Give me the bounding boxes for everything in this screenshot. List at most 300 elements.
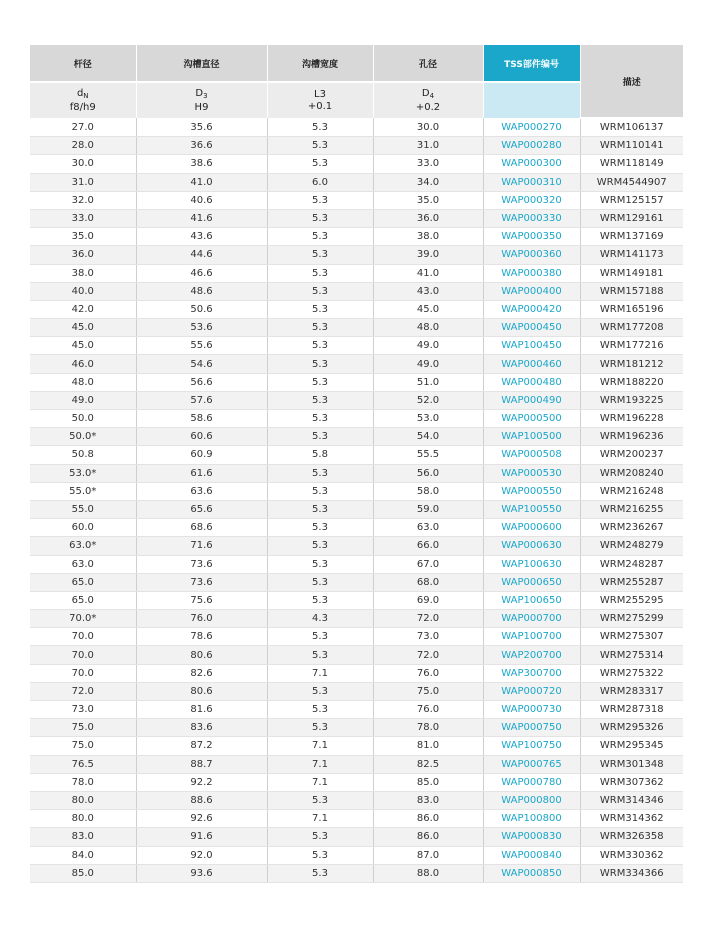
- cell-part-number[interactable]: WAP000450: [483, 319, 580, 337]
- cell-description: WRM334366: [580, 864, 683, 882]
- cell-description: WRM177216: [580, 337, 683, 355]
- table-row: [30, 719, 683, 737]
- cell-bore-diameter: 87.0: [373, 846, 483, 864]
- cell-groove-width: 5.3: [267, 191, 373, 209]
- cell-description: WRM287318: [580, 701, 683, 719]
- cell-rod-diameter: 70.0: [30, 664, 136, 682]
- cell-groove-width: 5.3: [267, 591, 373, 609]
- cell-groove-diameter: 40.6: [136, 191, 267, 209]
- cell-groove-width: 5.3: [267, 464, 373, 482]
- table-row: [30, 773, 683, 791]
- cell-groove-width: 5.3: [267, 701, 373, 719]
- cell-groove-width: 5.3: [267, 282, 373, 300]
- cell-description: WRM330362: [580, 846, 683, 864]
- cell-rod-diameter: 42.0: [30, 300, 136, 318]
- table-row: [30, 428, 683, 446]
- cell-part-number[interactable]: WAP000720: [483, 682, 580, 700]
- cell-rod-diameter: 27.0: [30, 118, 136, 137]
- cell-bore-diameter: 78.0: [373, 719, 483, 737]
- cell-groove-width: 5.3: [267, 428, 373, 446]
- header-bore-diameter: 孔径: [373, 45, 483, 82]
- cell-part-number[interactable]: WAP100750: [483, 737, 580, 755]
- cell-groove-diameter: 80.6: [136, 682, 267, 700]
- symbol-dn: $d_N$: [76, 87, 89, 100]
- table-row: [30, 591, 683, 609]
- cell-description: WRM129161: [580, 209, 683, 227]
- header-groove-width: 沟槽宽度: [267, 45, 373, 82]
- cell-groove-width: 5.3: [267, 555, 373, 573]
- cell-part-number[interactable]: WAP000700: [483, 610, 580, 628]
- cell-groove-diameter: 50.6: [136, 300, 267, 318]
- cell-part-number[interactable]: WAP100630: [483, 555, 580, 573]
- cell-groove-diameter: 53.6: [136, 319, 267, 337]
- cell-bore-diameter: 73.0: [373, 628, 483, 646]
- cell-rod-diameter: 65.0: [30, 591, 136, 609]
- cell-description: WRM149181: [580, 264, 683, 282]
- cell-groove-width: 5.3: [267, 355, 373, 373]
- cell-description: WRM177208: [580, 319, 683, 337]
- cell-rod-diameter: 83.0: [30, 828, 136, 846]
- cell-bore-diameter: 59.0: [373, 500, 483, 518]
- cell-bore-diameter: 69.0: [373, 591, 483, 609]
- cell-groove-diameter: 61.6: [136, 464, 267, 482]
- table-row: [30, 500, 683, 518]
- table-row: [30, 446, 683, 464]
- table-row: [30, 755, 683, 773]
- table-row: [30, 555, 683, 573]
- cell-description: WRM314362: [580, 810, 683, 828]
- cell-part-number[interactable]: WAP100700: [483, 628, 580, 646]
- cell-rod-diameter: 49.0: [30, 391, 136, 409]
- cell-groove-width: 6.0: [267, 173, 373, 191]
- cell-rod-diameter: 50.0*: [30, 428, 136, 446]
- cell-part-number[interactable]: WAP300700: [483, 664, 580, 682]
- table-row: [30, 628, 683, 646]
- cell-bore-diameter: 30.0: [373, 118, 483, 137]
- header-row: [30, 45, 683, 82]
- cell-groove-width: 5.3: [267, 228, 373, 246]
- cell-part-number[interactable]: WAP000360: [483, 246, 580, 264]
- cell-groove-diameter: 81.6: [136, 701, 267, 719]
- subheader-rod-diameter: [30, 82, 136, 118]
- cell-rod-diameter: 36.0: [30, 246, 136, 264]
- table-row: [30, 391, 683, 409]
- cell-bore-diameter: 82.5: [373, 755, 483, 773]
- cell-rod-diameter: 60.0: [30, 519, 136, 537]
- subheader-groove-width: [267, 82, 373, 118]
- table-row: [30, 791, 683, 809]
- cell-part-number[interactable]: WAP000780: [483, 773, 580, 791]
- cell-groove-width: 5.3: [267, 719, 373, 737]
- table-row: [30, 246, 683, 264]
- header-tss-part-number: TSS部件编号: [483, 45, 580, 82]
- cell-description: WRM255287: [580, 573, 683, 591]
- cell-bore-diameter: 36.0: [373, 209, 483, 227]
- table-row: [30, 464, 683, 482]
- cell-groove-width: 5.3: [267, 319, 373, 337]
- table-header: [30, 45, 683, 118]
- cell-rod-diameter: 63.0: [30, 555, 136, 573]
- cell-rod-diameter: 46.0: [30, 355, 136, 373]
- cell-rod-diameter: 35.0: [30, 228, 136, 246]
- cell-groove-diameter: 60.6: [136, 428, 267, 446]
- subheader-groove-diameter: [136, 82, 267, 118]
- cell-groove-diameter: 36.6: [136, 137, 267, 155]
- cell-rod-diameter: 38.0: [30, 264, 136, 282]
- cell-rod-diameter: 53.0*: [30, 464, 136, 482]
- cell-groove-diameter: 41.0: [136, 173, 267, 191]
- cell-rod-diameter: 28.0: [30, 137, 136, 155]
- cell-part-number[interactable]: WAP000300: [483, 155, 580, 173]
- cell-groove-diameter: 87.2: [136, 737, 267, 755]
- cell-description: WRM275314: [580, 646, 683, 664]
- cell-bore-diameter: 86.0: [373, 810, 483, 828]
- cell-groove-diameter: 71.6: [136, 537, 267, 555]
- cell-description: WRM248287: [580, 555, 683, 573]
- cell-part-number[interactable]: WAP000650: [483, 573, 580, 591]
- subheader-bore-diameter: [373, 82, 483, 118]
- cell-description: WRM314346: [580, 791, 683, 809]
- cell-part-number[interactable]: WAP200700: [483, 646, 580, 664]
- cell-groove-diameter: 76.0: [136, 610, 267, 628]
- cell-groove-width: 5.3: [267, 828, 373, 846]
- cell-groove-diameter: 55.6: [136, 337, 267, 355]
- cell-groove-width: 5.3: [267, 482, 373, 500]
- table-row: [30, 282, 683, 300]
- table-row: [30, 118, 683, 137]
- cell-part-number[interactable]: WAP000508: [483, 446, 580, 464]
- table-row: [30, 519, 683, 537]
- cell-bore-diameter: 81.0: [373, 737, 483, 755]
- cell-part-number[interactable]: WAP000320: [483, 191, 580, 209]
- cell-description: WRM307362: [580, 773, 683, 791]
- cell-bore-diameter: 34.0: [373, 173, 483, 191]
- cell-groove-diameter: 80.6: [136, 646, 267, 664]
- cell-rod-diameter: 33.0: [30, 209, 136, 227]
- cell-description: WRM106137: [580, 118, 683, 137]
- cell-description: WRM275322: [580, 664, 683, 682]
- header-description: 描述: [580, 45, 683, 118]
- cell-rod-diameter: 80.0: [30, 791, 136, 809]
- cell-groove-width: 5.3: [267, 209, 373, 227]
- cell-bore-diameter: 52.0: [373, 391, 483, 409]
- cell-groove-diameter: 78.6: [136, 628, 267, 646]
- cell-part-number[interactable]: WAP100800: [483, 810, 580, 828]
- cell-bore-diameter: 76.0: [373, 664, 483, 682]
- cell-groove-width: 7.1: [267, 737, 373, 755]
- cell-description: WRM275299: [580, 610, 683, 628]
- cell-part-number[interactable]: WAP000765: [483, 755, 580, 773]
- cell-bore-diameter: 58.0: [373, 482, 483, 500]
- cell-groove-diameter: 92.0: [136, 846, 267, 864]
- cell-groove-diameter: 73.6: [136, 555, 267, 573]
- cell-description: WRM110141: [580, 137, 683, 155]
- cell-description: WRM255295: [580, 591, 683, 609]
- table-row: [30, 228, 683, 246]
- cell-groove-width: 5.3: [267, 646, 373, 664]
- cell-rod-diameter: 73.0: [30, 701, 136, 719]
- symbol-d3: $D_3$: [195, 87, 208, 100]
- cell-groove-diameter: 44.6: [136, 246, 267, 264]
- cell-groove-diameter: 38.6: [136, 155, 267, 173]
- cell-part-number[interactable]: WAP000460: [483, 355, 580, 373]
- table-row: [30, 864, 683, 882]
- cell-part-number[interactable]: WAP100650: [483, 591, 580, 609]
- table-row: [30, 373, 683, 391]
- cell-groove-width: 5.3: [267, 137, 373, 155]
- cell-groove-width: 5.3: [267, 500, 373, 518]
- cell-description: WRM188220: [580, 373, 683, 391]
- cell-rod-diameter: 55.0*: [30, 482, 136, 500]
- cell-part-number[interactable]: WAP000270: [483, 118, 580, 137]
- cell-groove-diameter: 92.6: [136, 810, 267, 828]
- cell-description: WRM118149: [580, 155, 683, 173]
- cell-part-number[interactable]: WAP000280: [483, 137, 580, 155]
- table-row: [30, 810, 683, 828]
- table-row: [30, 828, 683, 846]
- cell-rod-diameter: 65.0: [30, 573, 136, 591]
- cell-rod-diameter: 70.0*: [30, 610, 136, 628]
- cell-groove-diameter: 58.6: [136, 410, 267, 428]
- cell-description: WRM181212: [580, 355, 683, 373]
- tolerance-plus-0-2: +0.2: [415, 101, 441, 113]
- cell-groove-diameter: 92.2: [136, 773, 267, 791]
- cell-part-number[interactable]: WAP000840: [483, 846, 580, 864]
- cell-groove-diameter: 43.6: [136, 228, 267, 246]
- cell-bore-diameter: 48.0: [373, 319, 483, 337]
- table-body: [30, 118, 683, 882]
- cell-description: WRM275307: [580, 628, 683, 646]
- table-row: [30, 300, 683, 318]
- cell-description: WRM196236: [580, 428, 683, 446]
- cell-description: WRM295345: [580, 737, 683, 755]
- cell-groove-width: 5.3: [267, 300, 373, 318]
- cell-groove-diameter: 75.6: [136, 591, 267, 609]
- cell-groove-diameter: 88.7: [136, 755, 267, 773]
- cell-groove-width: 5.3: [267, 519, 373, 537]
- cell-rod-diameter: 30.0: [30, 155, 136, 173]
- tolerance-plus-0-1: +0.1: [307, 100, 333, 112]
- cell-groove-width: 5.3: [267, 846, 373, 864]
- cell-bore-diameter: 38.0: [373, 228, 483, 246]
- table-row: [30, 355, 683, 373]
- cell-part-number[interactable]: WAP000350: [483, 228, 580, 246]
- cell-part-number[interactable]: WAP000630: [483, 537, 580, 555]
- cell-part-number[interactable]: WAP000480: [483, 373, 580, 391]
- cell-description: WRM137169: [580, 228, 683, 246]
- cell-bore-diameter: 53.0: [373, 410, 483, 428]
- table-row: [30, 610, 683, 628]
- cell-rod-diameter: 80.0: [30, 810, 136, 828]
- cell-bore-diameter: 45.0: [373, 300, 483, 318]
- cell-rod-diameter: 48.0: [30, 373, 136, 391]
- cell-bore-diameter: 86.0: [373, 828, 483, 846]
- table-row: [30, 682, 683, 700]
- cell-bore-diameter: 54.0: [373, 428, 483, 446]
- cell-groove-width: 5.3: [267, 264, 373, 282]
- cell-part-number[interactable]: WAP000420: [483, 300, 580, 318]
- cell-description: WRM216255: [580, 500, 683, 518]
- cell-groove-width: 5.3: [267, 628, 373, 646]
- cell-bore-diameter: 75.0: [373, 682, 483, 700]
- cell-groove-diameter: 46.6: [136, 264, 267, 282]
- cell-rod-diameter: 75.0: [30, 737, 136, 755]
- cell-rod-diameter: 63.0*: [30, 537, 136, 555]
- cell-part-number[interactable]: WAP100550: [483, 500, 580, 518]
- cell-bore-diameter: 31.0: [373, 137, 483, 155]
- cell-groove-width: 5.3: [267, 373, 373, 391]
- table-row: [30, 482, 683, 500]
- cell-rod-diameter: 31.0: [30, 173, 136, 191]
- table-row: [30, 155, 683, 173]
- cell-rod-diameter: 55.0: [30, 500, 136, 518]
- table-row: [30, 537, 683, 555]
- cell-bore-diameter: 33.0: [373, 155, 483, 173]
- cell-part-number[interactable]: WAP000850: [483, 864, 580, 882]
- cell-groove-diameter: 83.6: [136, 719, 267, 737]
- cell-bore-diameter: 68.0: [373, 573, 483, 591]
- cell-groove-width: 5.3: [267, 155, 373, 173]
- cell-part-number[interactable]: WAP000500: [483, 410, 580, 428]
- cell-groove-width: 5.3: [267, 573, 373, 591]
- cell-groove-width: 5.3: [267, 537, 373, 555]
- cell-bore-diameter: 43.0: [373, 282, 483, 300]
- table-row: [30, 173, 683, 191]
- cell-description: WRM283317: [580, 682, 683, 700]
- cell-groove-width: 5.3: [267, 682, 373, 700]
- cell-groove-diameter: 60.9: [136, 446, 267, 464]
- cell-bore-diameter: 35.0: [373, 191, 483, 209]
- header-groove-diameter: 沟槽直径: [136, 45, 267, 82]
- cell-part-number[interactable]: WAP000550: [483, 482, 580, 500]
- cell-description: WRM165196: [580, 300, 683, 318]
- cell-part-number[interactable]: WAP000600: [483, 519, 580, 537]
- cell-rod-diameter: 45.0: [30, 319, 136, 337]
- cell-groove-diameter: 41.6: [136, 209, 267, 227]
- cell-groove-width: 5.3: [267, 337, 373, 355]
- table-row: [30, 573, 683, 591]
- cell-bore-diameter: 51.0: [373, 373, 483, 391]
- cell-rod-diameter: 84.0: [30, 846, 136, 864]
- cell-part-number[interactable]: WAP000380: [483, 264, 580, 282]
- cell-bore-diameter: 72.0: [373, 610, 483, 628]
- cell-groove-width: 5.3: [267, 391, 373, 409]
- cell-part-number[interactable]: WAP100450: [483, 337, 580, 355]
- table-row: [30, 410, 683, 428]
- cell-bore-diameter: 56.0: [373, 464, 483, 482]
- cell-part-number[interactable]: WAP100500: [483, 428, 580, 446]
- cell-part-number[interactable]: WAP000530: [483, 464, 580, 482]
- table-row: [30, 137, 683, 155]
- cell-bore-diameter: 85.0: [373, 773, 483, 791]
- cell-bore-diameter: 76.0: [373, 701, 483, 719]
- header-rod-diameter: 杆径: [30, 45, 136, 82]
- cell-groove-width: 5.3: [267, 864, 373, 882]
- cell-rod-diameter: 72.0: [30, 682, 136, 700]
- table-row: [30, 664, 683, 682]
- cell-bore-diameter: 49.0: [373, 337, 483, 355]
- tolerance-f8h9: f8/h9: [69, 101, 96, 113]
- cell-description: WRM326358: [580, 828, 683, 846]
- cell-groove-width: 5.3: [267, 246, 373, 264]
- cell-groove-diameter: 54.6: [136, 355, 267, 373]
- cell-bore-diameter: 49.0: [373, 355, 483, 373]
- cell-groove-diameter: 82.6: [136, 664, 267, 682]
- cell-groove-width: 7.1: [267, 773, 373, 791]
- cell-description: WRM196228: [580, 410, 683, 428]
- cell-rod-diameter: 75.0: [30, 719, 136, 737]
- cell-groove-diameter: 35.6: [136, 118, 267, 137]
- table-row: [30, 264, 683, 282]
- cell-groove-width: 7.1: [267, 664, 373, 682]
- cell-bore-diameter: 66.0: [373, 537, 483, 555]
- cell-description: WRM295326: [580, 719, 683, 737]
- cell-rod-diameter: 45.0: [30, 337, 136, 355]
- table-row: [30, 337, 683, 355]
- cell-part-number[interactable]: WAP000830: [483, 828, 580, 846]
- cell-bore-diameter: 67.0: [373, 555, 483, 573]
- cell-groove-width: 4.3: [267, 610, 373, 628]
- cell-bore-diameter: 88.0: [373, 864, 483, 882]
- cell-part-number[interactable]: WAP000800: [483, 791, 580, 809]
- cell-rod-diameter: 76.5: [30, 755, 136, 773]
- cell-rod-diameter: 78.0: [30, 773, 136, 791]
- cell-part-number[interactable]: WAP000750: [483, 719, 580, 737]
- cell-groove-width: 5.8: [267, 446, 373, 464]
- cell-groove-diameter: 48.6: [136, 282, 267, 300]
- cell-groove-width: 5.3: [267, 118, 373, 137]
- cell-groove-width: 7.1: [267, 810, 373, 828]
- cell-rod-diameter: 85.0: [30, 864, 136, 882]
- cell-description: WRM193225: [580, 391, 683, 409]
- cell-groove-width: 5.3: [267, 410, 373, 428]
- table-row: [30, 646, 683, 664]
- cell-part-number[interactable]: WAP000310: [483, 173, 580, 191]
- table-row: [30, 209, 683, 227]
- table-row: [30, 846, 683, 864]
- table-row: [30, 737, 683, 755]
- cell-bore-diameter: 63.0: [373, 519, 483, 537]
- cell-rod-diameter: 70.0: [30, 646, 136, 664]
- table-row: [30, 319, 683, 337]
- cell-groove-width: 7.1: [267, 755, 373, 773]
- cell-description: WRM301348: [580, 755, 683, 773]
- cell-description: WRM248279: [580, 537, 683, 555]
- cell-part-number[interactable]: WAP000490: [483, 391, 580, 409]
- cell-bore-diameter: 55.5: [373, 446, 483, 464]
- cell-description: WRM141173: [580, 246, 683, 264]
- cell-groove-diameter: 65.6: [136, 500, 267, 518]
- cell-part-number[interactable]: WAP000730: [483, 701, 580, 719]
- cell-groove-diameter: 56.6: [136, 373, 267, 391]
- seal-dimension-table: [30, 45, 683, 883]
- cell-description: WRM200237: [580, 446, 683, 464]
- cell-part-number[interactable]: WAP000330: [483, 209, 580, 227]
- cell-description: WRM4544907: [580, 173, 683, 191]
- cell-groove-diameter: 68.6: [136, 519, 267, 537]
- cell-bore-diameter: 41.0: [373, 264, 483, 282]
- cell-rod-diameter: 70.0: [30, 628, 136, 646]
- cell-part-number[interactable]: WAP000400: [483, 282, 580, 300]
- symbol-d4: $D_4$: [421, 87, 435, 100]
- cell-rod-diameter: 40.0: [30, 282, 136, 300]
- cell-description: WRM208240: [580, 464, 683, 482]
- cell-rod-diameter: 50.0: [30, 410, 136, 428]
- cell-rod-diameter: 50.8: [30, 446, 136, 464]
- cell-description: WRM216248: [580, 482, 683, 500]
- cell-groove-diameter: 73.6: [136, 573, 267, 591]
- cell-groove-diameter: 57.6: [136, 391, 267, 409]
